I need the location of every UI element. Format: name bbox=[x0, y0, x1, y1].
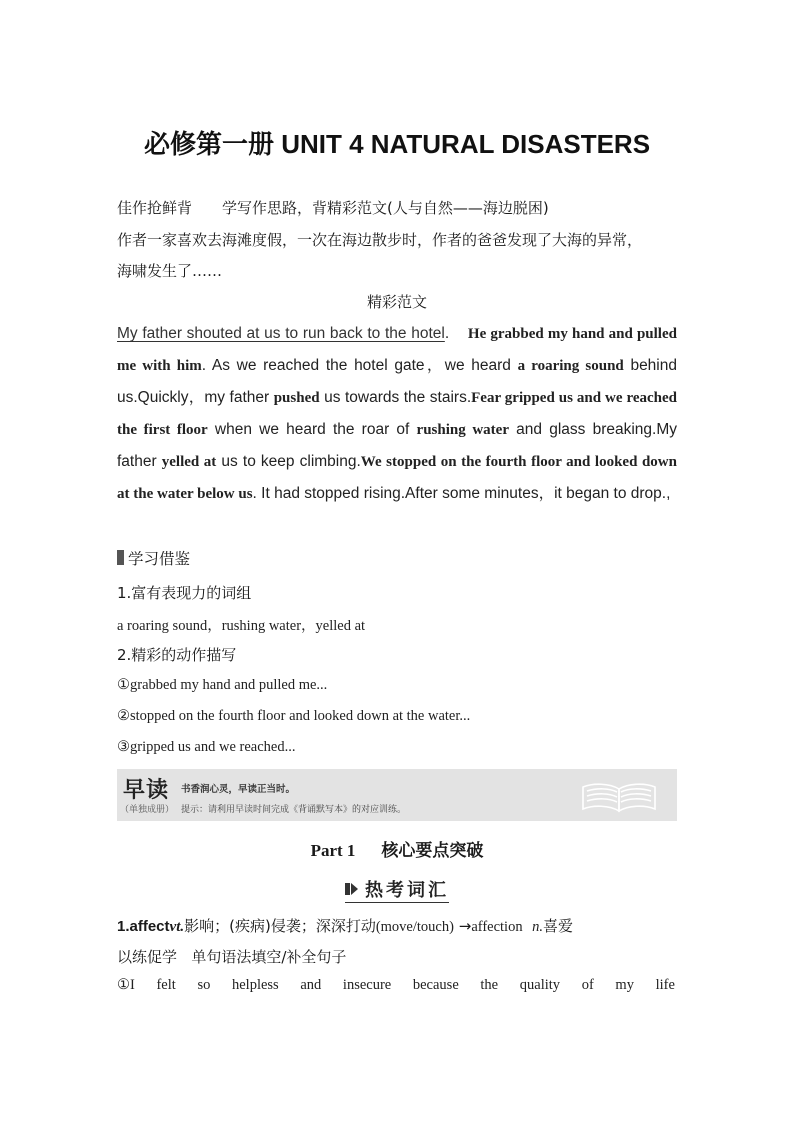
section-marker-icon bbox=[345, 881, 359, 897]
vocab-derivative-meaning: 喜爱 bbox=[543, 917, 574, 935]
essay-text: and glass breaking.My father bbox=[117, 421, 678, 470]
essay-text: . It had stopped rising.After some minutes，it began to drop., bbox=[252, 485, 671, 502]
study-item1-text: a roaring sound，rushing water，yelled at bbox=[117, 618, 366, 634]
sentence-word: my bbox=[615, 977, 634, 993]
study-heading-text: 学习借鉴 bbox=[128, 550, 191, 568]
vocab-pos: vt. bbox=[169, 919, 185, 935]
sentence-word: the bbox=[480, 977, 499, 993]
sentence-word: quality bbox=[519, 977, 561, 993]
hot-vocab-box bbox=[345, 876, 449, 903]
practice-type: 单句语法填空/补全句子 bbox=[191, 948, 347, 966]
essay-text: us to keep climbing. bbox=[216, 453, 361, 470]
essay-text: behind us.Quickly，my father bbox=[117, 357, 677, 406]
practice-label: 以练促学 bbox=[117, 948, 178, 966]
banner-subtitle: （单独成册） bbox=[120, 805, 175, 815]
banner-title: 早读 bbox=[123, 778, 170, 803]
action-item: ③gripped us and we reached... bbox=[117, 739, 296, 755]
essay-text: when we heard the roar of bbox=[207, 421, 417, 438]
section-marker-icon bbox=[117, 550, 124, 565]
arrow-icon: → bbox=[458, 917, 472, 935]
sentence-word: ①I bbox=[117, 977, 135, 993]
open-book-icon bbox=[579, 775, 659, 817]
part-title: 核心要点突破 bbox=[381, 841, 484, 860]
part-label: Part 1 bbox=[310, 841, 356, 860]
essay-bold-phrase: We stopped on the fourth floor and looked down at the water below us bbox=[117, 454, 677, 502]
banner-hint: 提示：请利用早读时间完成《背诵默写本》的对应训练。 bbox=[181, 805, 407, 815]
vocab-word: 1.affect bbox=[117, 918, 170, 935]
study-item2-title: 2.精彩的动作描写 bbox=[117, 646, 237, 664]
essay-text: us towards the stairs. bbox=[319, 389, 472, 406]
action-item: ①grabbed my hand and pulled me... bbox=[117, 677, 328, 693]
action-item: ②stopped on the fourth floor and looked down at the water... bbox=[117, 708, 471, 724]
essay-bold-phrase: pushed bbox=[273, 390, 320, 406]
sentence-word: felt bbox=[156, 977, 176, 993]
essay-text: . As we reached the hotel gate，we heard bbox=[201, 357, 518, 374]
sentence-word: helpless bbox=[231, 977, 279, 993]
hot-vocab-title: 热考词汇 bbox=[365, 880, 449, 901]
intro-subtitle: 学写作思路，背精彩范文(人与自然——海边脱困) bbox=[222, 199, 549, 217]
hot-vocab-heading bbox=[0, 876, 794, 903]
sentence-word: of bbox=[581, 977, 594, 993]
essay-bold-phrase: He grabbed my hand and pulled me with him bbox=[117, 326, 677, 374]
sentence-word: life bbox=[655, 977, 675, 993]
intro-line bbox=[117, 197, 549, 218]
sentence-word: and bbox=[300, 977, 322, 993]
intro-summary-line2: 海啸发生了…… bbox=[117, 262, 223, 280]
vocab-meaning: 影响；(疾病)侵袭；深深打动 bbox=[184, 917, 376, 935]
intro-label: 佳作抢鲜背 bbox=[117, 199, 193, 217]
vocab-entry bbox=[117, 915, 573, 936]
morning-reading-banner bbox=[117, 769, 677, 821]
page-title: 必修第一册 UNIT 4 NATURAL DISASTERS bbox=[143, 129, 651, 159]
essay-bold-phrase: yelled at bbox=[161, 454, 217, 470]
part-heading bbox=[0, 836, 794, 861]
vocab-synonyms: (move/touch) bbox=[375, 919, 454, 935]
study-heading bbox=[117, 547, 190, 569]
vocab-derivative: affection bbox=[471, 919, 523, 935]
banner-slogan: 书香润心灵，早读正当时。 bbox=[181, 784, 296, 795]
essay-underlined-sentence: My father shouted at us to run back to the hotel bbox=[117, 325, 445, 342]
practice-sentence-1 bbox=[117, 977, 675, 994]
vocab-derivative-pos: n. bbox=[532, 919, 543, 935]
practice-heading bbox=[117, 946, 346, 967]
sentence-word: so bbox=[197, 977, 211, 993]
essay-heading: 精彩范文 bbox=[366, 293, 427, 311]
essay-bold-phrase: a roaring sound bbox=[517, 358, 624, 374]
intro-summary-line1: 作者一家喜欢去海滩度假，一次在海边散步时，作者的爸爸发现了大海的异常， bbox=[117, 231, 643, 249]
essay-bold-phrase: rushing water bbox=[416, 422, 509, 438]
sentence-word: because bbox=[412, 977, 459, 993]
sentence-word: insecure bbox=[342, 977, 392, 993]
study-item1-title: 1.富有表现力的词组 bbox=[117, 584, 252, 602]
model-essay: My father shouted at us to run back to the hotel. He grabbed my hand and pulled me with him. As we reached the hotel gate，we heard a roaring sound behind us.Quickly，my father pushed us towards the stairs.Fear gripped us and we reached the first floor when we heard the roar of rushing water and glass breaking.My father yelled at us to keep climbing.We stopped on the fourth floor and looked down at the water below us. It had stopped rising.After some minutes，it began to drop., bbox=[117, 325, 678, 502]
essay-bold-phrase: Fear gripped us and we reached the first floor bbox=[117, 390, 677, 438]
